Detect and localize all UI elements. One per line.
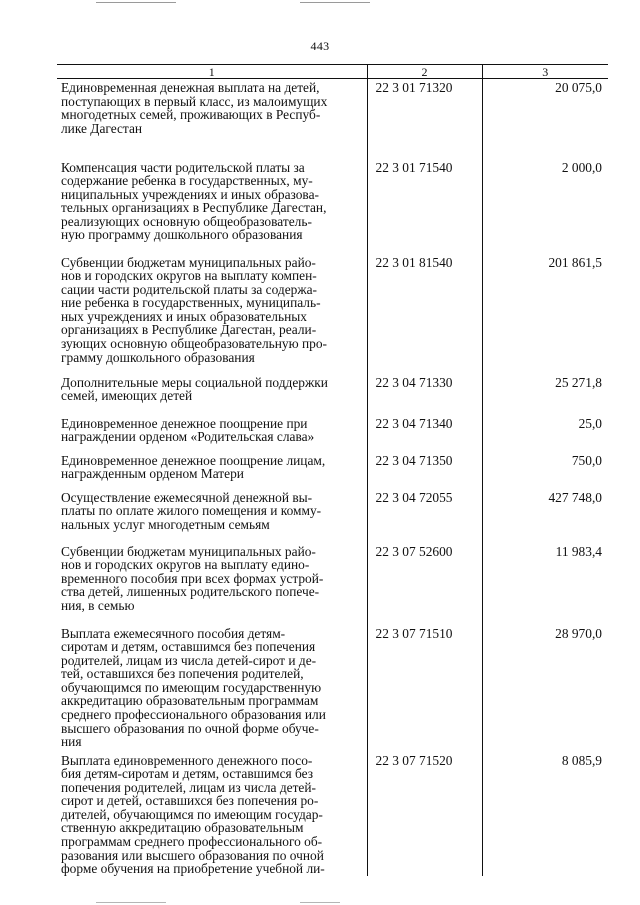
budget-table xyxy=(57,64,608,876)
table-row xyxy=(57,489,608,543)
page-number: 443 xyxy=(310,39,330,53)
row-name: Единовременная денежная выплата на детей, поступающих в первый класс, из малоимущих многодетных семей, проживающих в Респуб- лике Дагестан xyxy=(61,80,328,136)
row-name-cell xyxy=(57,543,367,625)
row-name: Компенсация части родительской платы за содержание ребенка в государственных, му- ниципальных учреждениях и иных образова- тельных организациях в Республике Дагестан, реализующих основную общеобразователь- ную программу дошкольного образования xyxy=(61,159,327,243)
row-amount: 2 000,0 xyxy=(482,159,608,254)
row-code: 22 3 04 72055 xyxy=(367,489,482,543)
row-code: 22 3 01 71540 xyxy=(367,159,482,254)
row-name-cell xyxy=(57,374,367,415)
row-name-cell xyxy=(57,79,367,159)
row-name-cell xyxy=(57,415,367,452)
row-amount: 8 085,9 xyxy=(482,752,608,876)
table-row xyxy=(57,374,608,415)
table-header-row xyxy=(57,65,608,79)
row-name-cell xyxy=(57,625,367,752)
row-code: 22 3 01 71320 xyxy=(367,79,482,159)
row-name: Осуществление ежемесячной денежной вы- платы по оплате жилого помещения и комму- нальных услуг многодетным семьям xyxy=(61,489,322,532)
row-code: 22 3 04 71340 xyxy=(367,415,482,452)
column-header-2: 2 xyxy=(367,65,482,79)
row-amount: 201 861,5 xyxy=(482,254,608,374)
row-amount: 25,0 xyxy=(482,415,608,452)
row-name: Субвенции бюджетам муниципальных райо- нов и городских округов на выплату компен- сации части родительской платы за содержа- ние ребенка в государственных, муниципаль- ных учреждениях и иных образовательных организациях в Республике Дагестан, реали- зующих основную общеобразовательную про- грамму дошкольного образования xyxy=(61,254,327,365)
column-header-3: 3 xyxy=(482,65,608,79)
scan-top-line xyxy=(96,2,176,3)
table-row xyxy=(57,452,608,489)
row-amount: 20 075,0 xyxy=(482,79,608,159)
table-row xyxy=(57,415,608,452)
column-header-1: 1 xyxy=(57,65,367,79)
table-row xyxy=(57,752,608,876)
row-name-cell xyxy=(57,452,367,489)
table-row xyxy=(57,159,608,254)
row-amount: 28 970,0 xyxy=(482,625,608,752)
row-code: 22 3 07 52600 xyxy=(367,543,482,625)
row-name: Субвенции бюджетам муниципальных райо- нов и городских округов на выплату едино- временного пособия при всех формах устрой- ства детей, лишенных родительского попече- ния, в семью xyxy=(61,543,324,613)
row-code: 22 3 04 71350 xyxy=(367,452,482,489)
row-name: Выплата ежемесячного пособия детям- сиротам и детям, оставшимся без попечения родителей, лицам из числа детей-сирот и де- тей, оставшихся без попечения родителей, обучающимся по имеющим государственную аккредитацию образовательным программам среднего профессионального образования или высшего образования по очной форме обуче- ния xyxy=(61,625,326,750)
row-name: Выплата единовременного денежного посо- бия детям-сиротам и детям, оставшимся без попечения родителей, лицам из числа детей- сирот и детей, оставшихся без попечения ро- дителей, обучающимся по имеющим государ- ственную аккредитацию образовательным программам среднего профессионального об- разования или высшего образования по очной форме обучения на приобретение учебной ли- xyxy=(61,752,325,877)
row-amount: 25 271,8 xyxy=(482,374,608,415)
row-name: Единовременное денежное поощрение при награждении орденом «Родительская слава» xyxy=(61,415,315,445)
table-row xyxy=(57,79,608,159)
scan-bottom-line xyxy=(300,902,340,903)
row-name: Единовременное денежное поощрение лицам, награжденным орденом Матери xyxy=(61,452,326,482)
row-amount: 427 748,0 xyxy=(482,489,608,543)
row-name-cell xyxy=(57,489,367,543)
row-name: Дополнительные меры социальной поддержки семей, имеющих детей xyxy=(61,374,328,404)
row-name-cell xyxy=(57,752,367,876)
table-row xyxy=(57,625,608,752)
row-code: 22 3 04 71330 xyxy=(367,374,482,415)
scan-bottom-line xyxy=(96,902,166,903)
scan-top-line xyxy=(300,2,370,3)
row-name-cell xyxy=(57,254,367,374)
row-name-cell xyxy=(57,159,367,254)
row-amount: 11 983,4 xyxy=(482,543,608,625)
row-code: 22 3 07 71520 xyxy=(367,752,482,876)
row-amount: 750,0 xyxy=(482,452,608,489)
table-row xyxy=(57,254,608,374)
table-row xyxy=(57,543,608,625)
row-code: 22 3 07 71510 xyxy=(367,625,482,752)
row-code: 22 3 01 81540 xyxy=(367,254,482,374)
